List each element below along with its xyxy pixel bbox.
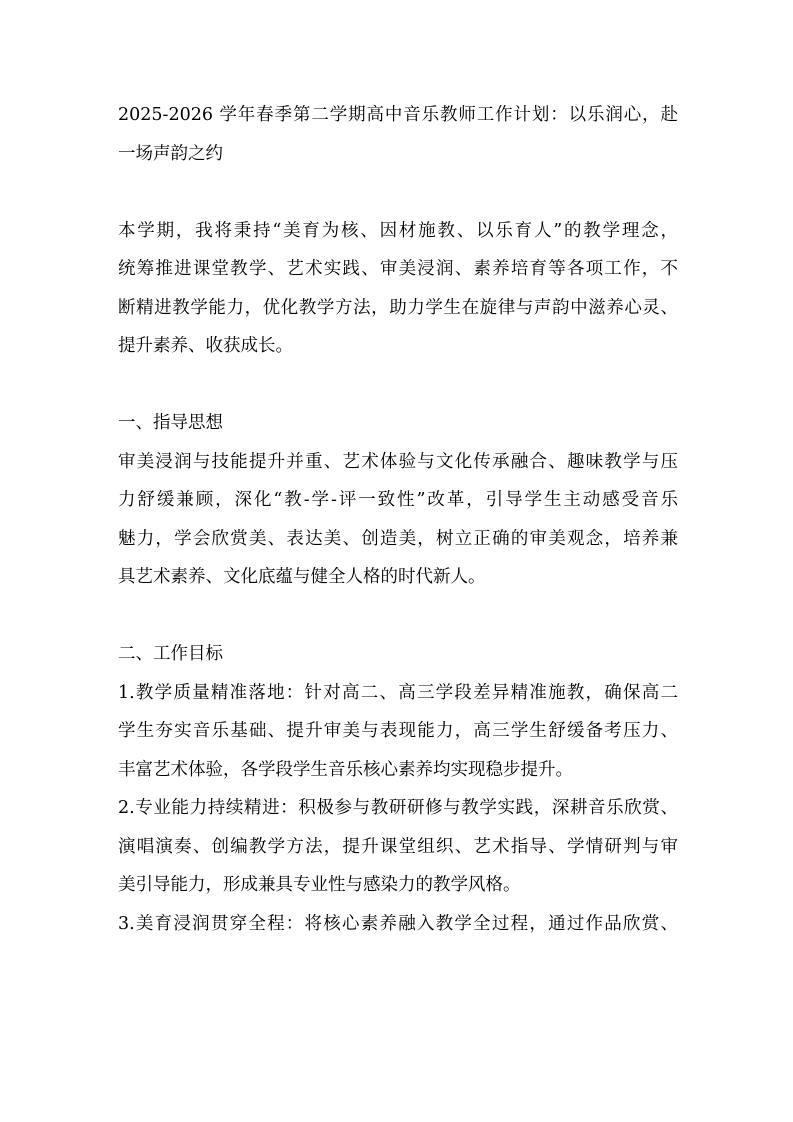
section-guiding-ideology xyxy=(118,404,678,597)
title-line: 2025-2026 学年春季第二学期高中音乐教师工作计划：以乐润心，赴 xyxy=(118,105,678,125)
paragraph-line: 具艺术素养、文化底蕴与健全人格的时代新人。 xyxy=(118,567,486,587)
paragraph-line: 2.专业能力持续精进：积极参与教研研修与教学实践，深耕音乐欣赏、 xyxy=(118,798,678,818)
paragraph-line: 审美浸润与技能提升并重、艺术体验与文化传承融合、趣味教学与压 xyxy=(118,451,678,472)
paragraph-line: 演唱演奏、创编教学方法，提升课堂组织、艺术指导、学情研判与审 xyxy=(118,836,678,857)
goal-item xyxy=(118,905,678,944)
goal-item xyxy=(118,674,678,790)
paragraph-line: 断精进教学能力，优化教学方法，助力学生在旋律与声韵中滋养心灵、 xyxy=(118,297,678,318)
spacer xyxy=(118,366,678,405)
document-title xyxy=(118,96,678,173)
section-heading: 二、工作目标 xyxy=(118,644,223,664)
paragraph-line: 提升素养、收获成长。 xyxy=(118,336,293,356)
paragraph-line: 1.教学质量精准落地：针对高二、高三学段差异精准施教，确保高二 xyxy=(118,682,678,703)
spacer xyxy=(118,173,678,212)
paragraph-line: 3.美育浸润贯穿全程：将核心素养融入教学全过程，通过作品欣赏、 xyxy=(118,913,678,934)
goal-item xyxy=(118,789,678,905)
paragraph-line: 魅力，学会欣赏美、表达美、创造美，树立正确的审美观念，培养兼 xyxy=(118,528,678,549)
spacer xyxy=(118,597,678,636)
paragraph-line: 力舒缓兼顾，深化“教-学-评一致性”改革，引导学生主动感受音乐 xyxy=(118,490,678,510)
document-page xyxy=(118,96,678,943)
paragraph-line: 学生夯实音乐基础、提升审美与表现能力，高三学生舒缓备考压力、 xyxy=(118,721,678,741)
title-line: 一场声韵之约 xyxy=(118,143,223,164)
section-work-goals xyxy=(118,635,678,943)
paragraph-line: 本学期，我将秉持“美育为核、因材施教、以乐育人”的教学理念， xyxy=(118,220,678,241)
paragraph-line: 丰富艺术体验，各学段学生音乐核心素养均实现稳步提升。 xyxy=(118,759,573,780)
paragraph-line: 统筹推进课堂教学、艺术实践、审美浸润、素养培育等各项工作，不 xyxy=(118,259,678,279)
paragraph-line: 美引导能力，形成兼具专业性与感染力的教学风格。 xyxy=(118,875,521,895)
intro-paragraph xyxy=(118,212,678,366)
section-heading: 一、指导思想 xyxy=(118,413,223,433)
